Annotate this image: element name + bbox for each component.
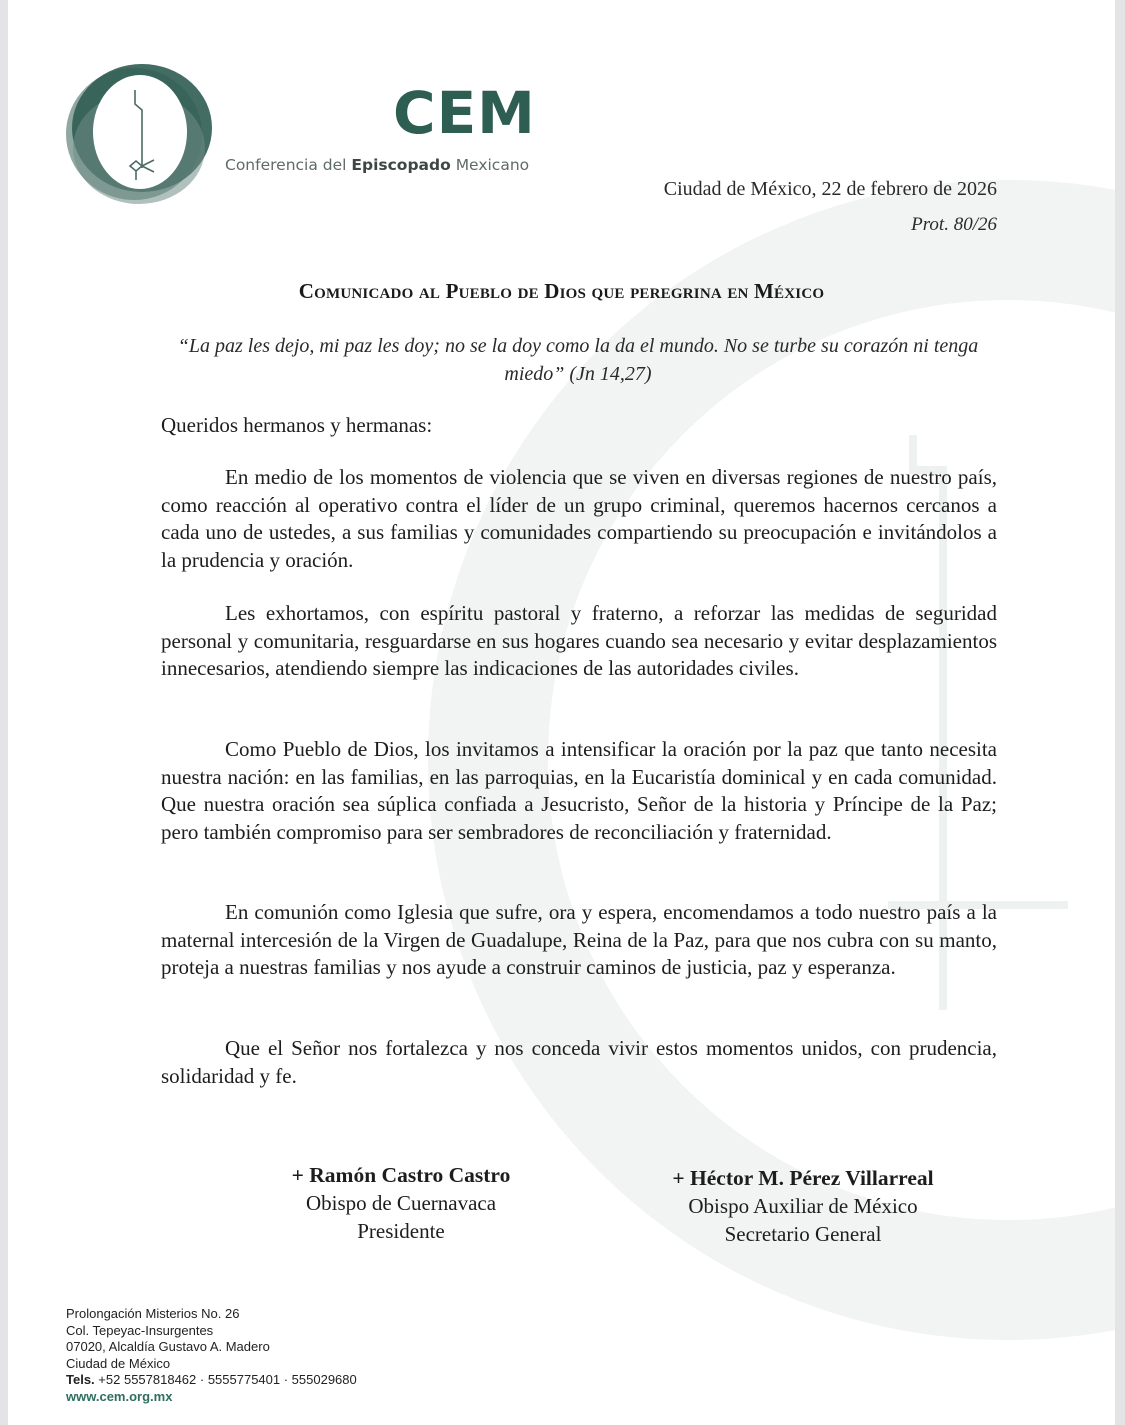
- address-line: Prolongación Misterios No. 26: [66, 1306, 240, 1321]
- epigraph-quote: “La paz les dejo, mi paz les doy; no se la doy como la da el mundo. No se turbe su corazón ni tenga miedo” (Jn 14,27): [177, 335, 979, 385]
- paragraph-text: Que el Señor nos fortalezca y nos conceda vivir estos momentos unidos, con prudencia, solidaridad y fe.: [161, 1036, 997, 1088]
- address-line: Ciudad de México: [66, 1355, 171, 1371]
- paragraph-text: En comunión como Iglesia que sufre, ora y espera, encomendamos a todo nuestro país a la maternal intercesión de la Virgen de Guadalupe, Reina de la Paz, para que nos cubra con su manto, proteja a nuestras familias y nos ayude a construir caminos de justicia, paz y esperanza.: [161, 900, 997, 979]
- paragraph-5: [161, 1035, 997, 1090]
- signature-block-secretary: [623, 1164, 983, 1248]
- paragraph-1: [161, 464, 997, 574]
- place-date: Ciudad de México, 22 de febrero de 2026: [663, 178, 997, 200]
- paragraph-2: [161, 600, 997, 683]
- cem-emblem-icon: [64, 56, 214, 208]
- paragraph-text: En medio de los momentos de violencia que se viven en diversas regiones de nuestro país, como reacción al operativo contra el líder de un grupo criminal, queremos hacernos cercanos a cada uno de ustedes, a sus familias y comunidades compartiendo su preocupación e invitándolos a la prudencia y oración.: [161, 465, 997, 572]
- salutation: Queridos hermanos y hermanas:: [161, 413, 433, 437]
- org-name-bold: Episcopado: [351, 156, 451, 174]
- letter-page: [8, 0, 1115, 1425]
- paragraph-text: Les exhortamos, con espíritu pastoral y fraterno, a reforzar las medidas de seguridad personal y comunitaria, resguardarse en sus hogares cuando sea necesario y evitar desplazamientos innecesarios, atendiendo siempre las indicaciones de las autoridades civiles.: [161, 601, 997, 680]
- document-title: Comunicado al Pueblo de Dios que peregrina en México: [298, 279, 825, 303]
- signature-block-president: [251, 1161, 551, 1245]
- website-link[interactable]: www.cem.org.mx: [66, 1388, 173, 1404]
- signatory-name: + Héctor M. Pérez Villarreal: [672, 1166, 934, 1190]
- footer-contact: [66, 1306, 357, 1406]
- address-line: 07020, Alcaldía Gustavo A. Madero: [66, 1339, 270, 1355]
- org-acronym: CEM: [393, 79, 536, 147]
- signatory-title: Secretario General: [724, 1222, 882, 1246]
- paragraph-4: [161, 899, 997, 982]
- phone-line: [66, 1372, 357, 1389]
- protocol-number: Prot. 80/26: [911, 214, 997, 235]
- org-name-pre: Conferencia del: [225, 156, 347, 174]
- signatory-role: Obispo de Cuernavaca: [305, 1191, 497, 1215]
- signatory-name: + Ramón Castro Castro: [291, 1163, 511, 1187]
- address-line: Col. Tepeyac-Insurgentes: [66, 1322, 214, 1338]
- phone-numbers: +52 5557818462 · 5555775401 · 555029680: [98, 1372, 357, 1388]
- paragraph-3: [161, 736, 997, 846]
- phones-label: Tels.: [66, 1372, 95, 1388]
- signatory-title: Presidente: [357, 1219, 445, 1243]
- org-name: [225, 156, 529, 174]
- paragraph-text: Como Pueblo de Dios, los invitamos a intensificar la oración por la paz que tanto necesita nuestra nación: en las familias, en las parroquias, en la Eucaristía dominical y en cada comunidad. Que nuestra oración sea súplica confiada a Jesucristo, Señor de la historia y Príncipe de la Paz; pero también compromiso para ser sembradores de reconciliación y fraternidad.: [161, 737, 997, 844]
- org-name-post: Mexicano: [455, 156, 530, 174]
- signatory-role: Obispo Auxiliar de México: [688, 1194, 918, 1218]
